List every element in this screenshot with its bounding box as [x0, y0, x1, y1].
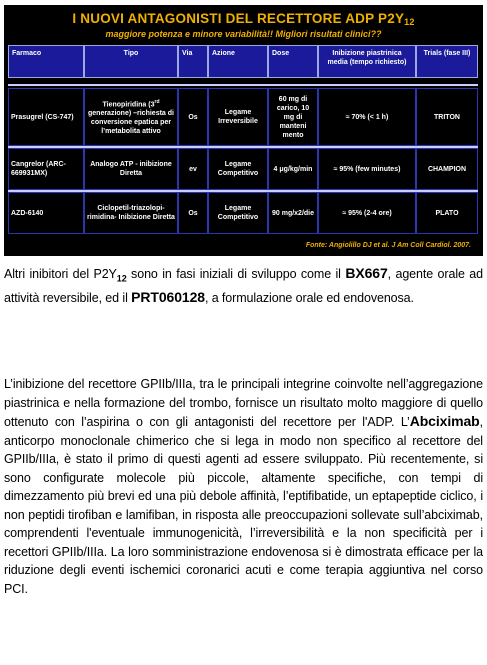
row1-farmaco: Prasugrel (CS-747) — [8, 88, 84, 146]
paragraph-1: Altri inibitori del $P2Y_{12}$ sono in fasi iniziali di sviluppo come il BX667, agente orale ad attività reversibile, ed il PRT060128, a formulazione orale ed endovenosa. — [4, 265, 484, 305]
header-via: Via — [178, 45, 208, 78]
row1-azione: Legame Irreversibile — [208, 88, 268, 146]
header-trials: Trials (fase III) — [416, 45, 478, 78]
row1-inibizione: ≈ 70% (< 1 h) — [318, 88, 416, 146]
slide-subtitle: maggiore potenza e minore variabilità!! Migliori risultati clinici?? — [105, 29, 382, 39]
header-dose: Dose — [268, 45, 318, 78]
paragraph-2: L’inibizione del recettore GPIIb/IIIa, tra le principali integrine coinvolte nell’aggregazione piastrinica e nella formazione del trombo, fornisce un risultato molto maggiore di quello ottenuto con l’aspirina o con gli antagonisti del recettore per l'ADP. L’Abciximab, anticorpo monoclonale chimerico che si lega in modo non specifico al recettore del GPIIb/IIIa, è stato il primo di questi agenti ad essere sviluppato. Più recentemente, si sono configurate molecole più piccole, altamente specifiche, con tempi di dimezzamento più brevi ed una più debole affinità, l’eptifibatide, un eptapeptide ciclico, i non peptidi tirofiban e lamifiban, in risposta alle preoccupazioni sollevate sull’abciximab, comprendenti l'eventuale immunogenicità, l’irreversibilità e la non specificità per i recettori GPIIb/IIIa. La loro somministrazione endovenosa si è dimostrata efficace per la riduzione degli eventi ischemici coronarici acuti e come terapia aggiuntiva nel corso PCI. — [4, 377, 483, 596]
row3-farmaco: AZD-6140 — [8, 192, 84, 234]
slide-title: I NUOVI ANTAGONISTI DEL RECETTORE ADP $P2Y_{12}$ — [72, 11, 415, 27]
header-azione: Azione — [208, 45, 268, 78]
row2-trials: CHAMPION — [416, 148, 478, 190]
header-farmaco: Farmaco — [8, 45, 84, 78]
row1-dose: 60 mg di carico, 10 mg di manteni mento — [268, 88, 318, 146]
row2-dose: 4 μg/kg/min — [268, 148, 318, 190]
row2-via: ev — [178, 148, 208, 190]
row-separator — [8, 84, 478, 86]
row3-tipo: Ciclopetil-triazolopi-rimidina- Inibizione Diretta — [84, 192, 178, 234]
row2-tipo: Analogo ATP - inibizione Diretta — [84, 148, 178, 190]
drug-prt060128: PRT060128 — [131, 289, 205, 305]
row3-trials: PLATO — [416, 192, 478, 234]
source-citation: Fonte: Angiolillo DJ et al. J Am Coll Cardiol. 2007. — [305, 242, 471, 249]
row3-inibizione: ≈ 95% (2-4 ore) — [318, 192, 416, 234]
drug-abciximab: Abciximab — [409, 413, 480, 429]
row1-trials: TRITON — [416, 88, 478, 146]
row2-farmaco: Cangrelor (ARC-669931MX) — [8, 148, 84, 190]
row2-azione: Legame Competitivo — [208, 148, 268, 190]
row1-via: Os — [178, 88, 208, 146]
row2-inibizione: ≈ 95% (few minutes) — [318, 148, 416, 190]
row1-tipo: Tienopiridina (3rd generazione) –richiesta di conversione epatica per l’metabolita attivo — [84, 88, 178, 146]
row3-via: Os — [178, 192, 208, 234]
drug-bx667: BX667 — [345, 265, 388, 281]
row3-dose: 90 mg/x2/die — [268, 192, 318, 234]
row3-azione: Legame Competitivo — [208, 192, 268, 234]
header-inibizione: Inibizione piastrinica media (tempo richiesto) — [318, 45, 416, 78]
slide-image — [4, 5, 483, 256]
header-tipo: Tipo — [84, 45, 178, 78]
